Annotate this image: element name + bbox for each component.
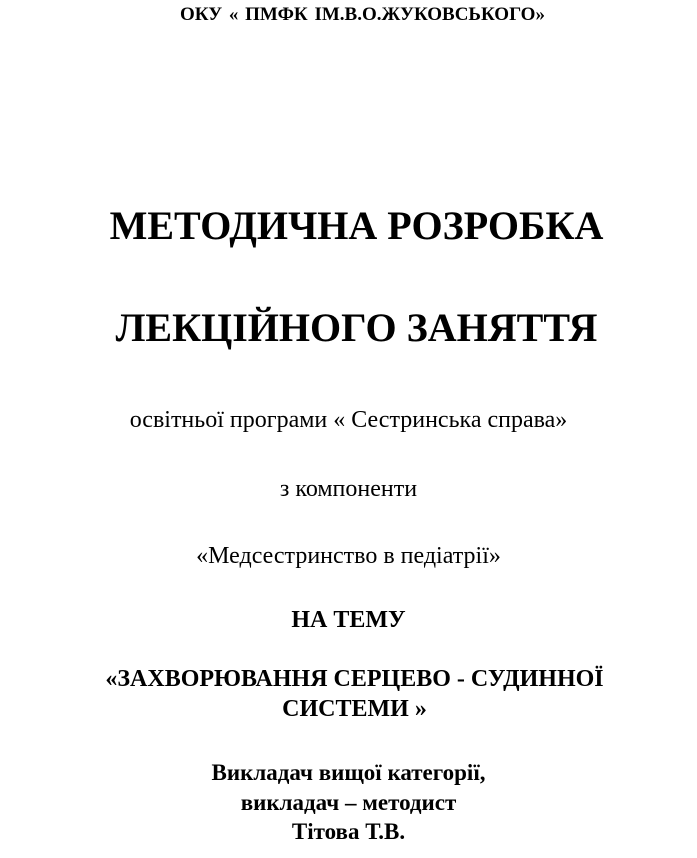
component-intro: з компоненти	[279, 476, 418, 502]
author-position-line-2: викладач – методист	[240, 790, 457, 815]
author-name: Тітова Т.В.	[291, 819, 406, 844]
component-name: «Медсестринство в педіатрії»	[196, 543, 501, 569]
author-position-line-1: Викладач вищої категорії,	[211, 760, 486, 785]
topic-title-line-1: «ЗАХВОРЮВАННЯ СЕРЦЕВО - СУДИННОЇ	[105, 666, 604, 692]
document-title-line-2: ЛЕКЦІЙНОГО ЗАНЯТТЯ	[115, 305, 598, 350]
document-title-line-1: МЕТОДИЧНА РОЗРОБКА	[109, 203, 604, 248]
program-line: освітньої програми « Сестринська справа»	[129, 407, 568, 433]
organization-header: ОКУ « ПМФК ІМ.В.О.ЖУКОВСЬКОГО»	[180, 4, 545, 25]
topic-title-line-2: СИСТЕМИ »	[282, 696, 427, 722]
topic-label: НА ТЕМУ	[291, 607, 406, 633]
